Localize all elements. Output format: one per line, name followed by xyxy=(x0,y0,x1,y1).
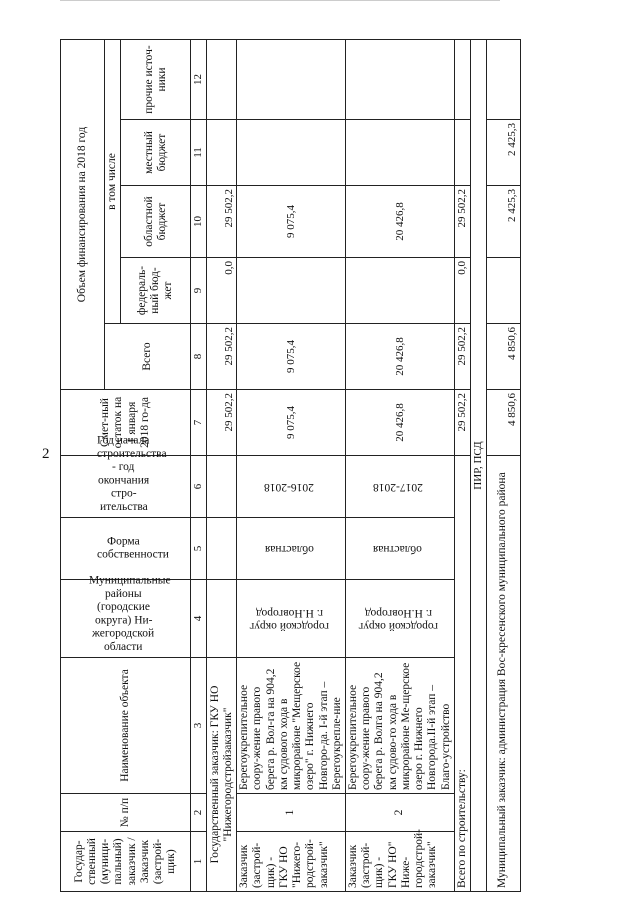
construction-total-remainder: 29 502,2 xyxy=(454,390,470,456)
row1-remainder: 9 075,4 xyxy=(237,390,346,456)
row2-total: 20 426,8 xyxy=(345,324,454,390)
col-num: 4 xyxy=(191,580,207,658)
row1-number: 1 xyxy=(237,794,346,832)
col-num: 6 xyxy=(191,456,207,518)
row2-years xyxy=(345,456,454,518)
col-num: 11 xyxy=(191,120,207,186)
header-customer: Государ-ственный (муници-пальный) заказчик /Заказчик (застрой-щик) xyxy=(61,832,191,892)
header-other: прочие источ-ники xyxy=(121,40,191,120)
col-num: 5 xyxy=(191,518,207,580)
group2-regional: 2 425,3 xyxy=(486,186,520,258)
group2-remainder: 4 850,6 xyxy=(486,390,520,456)
group1-row xyxy=(207,40,237,892)
group2-local: 2 425,3 xyxy=(486,120,520,186)
row1-regional: 9 075,4 xyxy=(237,186,346,258)
construction-total-row xyxy=(454,40,470,892)
row1-federal xyxy=(237,258,346,324)
row1-district xyxy=(237,580,346,658)
row2-number: 2 xyxy=(345,794,454,832)
header-financing: Объем финансирования на 2018 год xyxy=(61,40,105,390)
construction-total-label: Всего по строительству: xyxy=(454,456,470,892)
row2-regional: 20 426,8 xyxy=(345,186,454,258)
header-regional: областной бюджет xyxy=(121,186,191,258)
construction-total-total: 29 502,2 xyxy=(454,324,470,390)
header-local: местный бюджет xyxy=(121,120,191,186)
construction-total-federal: 0,0 xyxy=(454,258,470,324)
col-num: 9 xyxy=(191,258,207,324)
row2-local xyxy=(345,120,454,186)
row2-customer: Заказчик (застрой-щик) - ГКУ НО" Ниже-городстрой-заказчик" xyxy=(345,832,454,892)
col-num: 8 xyxy=(191,324,207,390)
col-num: 7 xyxy=(191,390,207,456)
header-ownership xyxy=(61,518,191,580)
row1-object-name: Берегоукрепительное соору-жение правого берега р. Вол-га на 904,2 км судового хода в микрорайоне "Мещерское озеро" г. Нижнего Новгоро-да. I-й этап – Берегоукрепле-ние xyxy=(237,658,346,794)
row1-local xyxy=(237,120,346,186)
row2-ownership-text: областная xyxy=(373,543,423,556)
row2-years-text: 2017-2018 xyxy=(372,481,423,494)
group2-total: 4 850,6 xyxy=(486,324,520,390)
row2-object-name: Берегоукрепительное соору-жение правого берега р. Волга на 904,2 км судово-го хода в микрорайоне Ме-щерское озеро г. Нижнего Новгорода.II-й этап – Благо-устройство xyxy=(345,658,454,794)
financing-table xyxy=(60,39,521,892)
scan-edge-line xyxy=(60,0,500,1)
group1-federal: 0,0 xyxy=(207,258,237,324)
row1-total: 9 075,4 xyxy=(237,324,346,390)
col-num: 3 xyxy=(191,658,207,794)
row1-years xyxy=(237,456,346,518)
row2-ownership xyxy=(345,518,454,580)
table-row xyxy=(237,40,346,892)
row2-other xyxy=(345,40,454,120)
header-years xyxy=(61,434,191,518)
header-including: в том числе xyxy=(105,40,121,324)
row1-district-text: городской округ г. Н.Новгород xyxy=(249,606,329,632)
column-numbers-row xyxy=(191,40,207,892)
col-num: 2 xyxy=(191,794,207,832)
col-num: 12 xyxy=(191,40,207,120)
row1-ownership-text: областная xyxy=(264,543,314,556)
group1-remainder: 29 502,2 xyxy=(207,390,237,456)
group2-row xyxy=(486,40,520,892)
group2-title: Муниципальный заказчик: администрация Вос-кресенского муниципального района xyxy=(486,456,520,892)
row1-other xyxy=(237,40,346,120)
header-total: Всего xyxy=(105,324,191,390)
group1-title: Государственный заказчик: ГКУ НО "Нижегородстройзаказчик" xyxy=(207,658,237,892)
rotated-page xyxy=(60,40,518,892)
financing-table-wrapper xyxy=(60,40,518,892)
construction-total-regional: 29 502,2 xyxy=(454,186,470,258)
header-federal: федераль-ный бюд-жет xyxy=(121,258,191,324)
header-object-name: Наименование объекта xyxy=(61,658,191,794)
row2-federal xyxy=(345,258,454,324)
page-number: 2 xyxy=(42,446,50,462)
group1-regional: 29 502,2 xyxy=(207,186,237,258)
header-ownership-text: Форма собственности xyxy=(96,535,169,561)
header-remainder: Смет-ный остаток на 1 января 2018 го-да xyxy=(61,390,191,456)
row1-years-text: 2016-2018 xyxy=(264,481,314,494)
pir-label: ПИР, ПСД xyxy=(470,40,486,892)
row2-remainder: 20 426,8 xyxy=(345,390,454,456)
row1-customer: Заказчик (застрой-щик) - ГКУ НО "Нижего-родстрой-заказчик" xyxy=(237,832,346,892)
group1-total: 29 502,2 xyxy=(207,324,237,390)
row1-ownership xyxy=(237,518,346,580)
pir-row xyxy=(470,40,486,892)
header-district xyxy=(61,574,191,658)
row2-district-text: городской округ г. Н.Новгород xyxy=(357,606,438,632)
col-num: 10 xyxy=(191,186,207,258)
row2-district xyxy=(345,580,454,658)
col-num: 1 xyxy=(191,832,207,892)
header-years-text: Год начала строительства - год окончания стро-ительства xyxy=(96,434,167,513)
header-number: № п/п xyxy=(61,794,191,832)
table-row xyxy=(345,40,454,892)
header-district-text: Муниципальные районы (городские округа) Ни-жегородской области xyxy=(88,574,171,653)
